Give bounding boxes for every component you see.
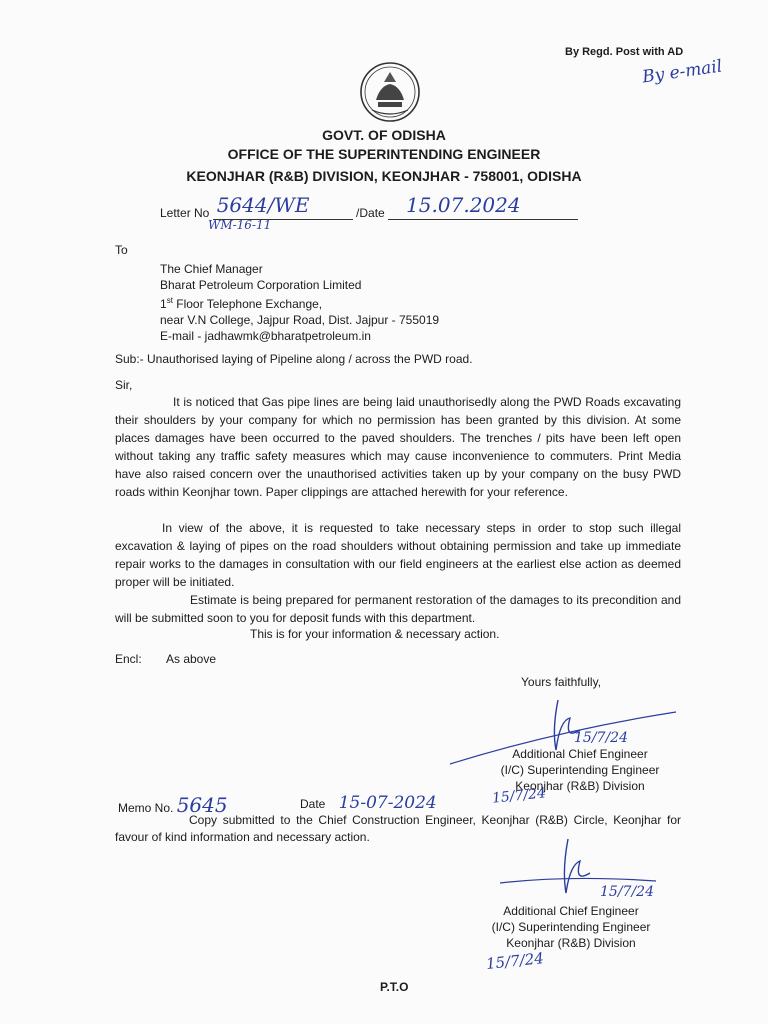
sig1-designation: Additional Chief Engineer (512, 747, 648, 761)
enclosure-label: Encl: (115, 652, 142, 666)
memo-copy-text: Copy submitted to the Chief Construction Engineer, Keonjhar (R&B) Circle, Keonjhar for favour of kind information and necessary action. (115, 813, 681, 844)
recipient-email: E-mail - jadhawmk@bharatpetroleum.in (160, 329, 371, 343)
body-paragraph-3: Estimate is being prepared for permanent restoration of the damages to its precondition and will be submitted soon to you for deposit funds with this department. (115, 593, 681, 625)
salutation: Sir, (115, 378, 133, 392)
dispatch-note: By Regd. Post with AD (565, 46, 684, 58)
memo-date-line (300, 793, 437, 813)
recipient-floor: 1st Floor Telephone Exchange, (160, 296, 323, 311)
sig2-division: Keonjhar (R&B) Division (506, 936, 636, 950)
page-turn-over: P.T.O (380, 980, 409, 994)
to-label: To (115, 243, 128, 257)
handwritten-email-note: By e-mail (640, 56, 724, 88)
recipient-locality: near V.N College, Jajpur Road, Dist. Jajpur - 755019 (160, 313, 440, 327)
sig1-role: (I/C) Superintending Engineer (500, 763, 660, 777)
recipient-company: Bharat Petroleum Corporation Limited (160, 278, 362, 292)
subject-line: Sub:- Unauthorised laying of Pipeline along / across the PWD road. (115, 352, 473, 366)
header-govt: GOVT. OF ODISHA (322, 127, 446, 143)
signature-2-initials: 15/7/24 (485, 949, 545, 973)
sig1-division: Keonjhar (R&B) Division (515, 779, 645, 793)
signature-2-date: 15/7/24 (600, 884, 654, 900)
header-office: OFFICE OF THE SUPERINTENDING ENGINEER (227, 146, 541, 162)
letter-no-value: 5644/WE (216, 193, 310, 217)
memo-value: 5645 (176, 793, 228, 817)
recipient-title: The Chief Manager (160, 262, 263, 276)
odisha-emblem-icon (358, 60, 422, 124)
signature-1-date: 15/7/24 (574, 730, 628, 746)
signature-1-block (480, 746, 680, 794)
memo-date-label: Date (300, 797, 326, 811)
sig2-designation: Additional Chief Engineer (503, 904, 639, 918)
letter-date-label: /Date (356, 206, 385, 220)
memo-label: Memo No. (118, 801, 174, 815)
signature-1-initials: 15/7/24 (491, 785, 547, 807)
closing: Yours faithfully, (521, 675, 602, 689)
header-division: KEONJHAR (R&B) DIVISION, KEONJHAR - 758001, ODISHA (186, 168, 582, 184)
info-line: This is for your information & necessary action. (250, 627, 500, 641)
letter-date-value: 15.07.2024 (406, 193, 521, 217)
memo-date-value: 15-07-2024 (338, 793, 437, 813)
letter-no-label: Letter No (160, 206, 210, 220)
recipient-address (160, 261, 439, 344)
signature-2-block (466, 903, 676, 951)
letter-ref-value: WM-16-11 (208, 218, 272, 232)
sig2-role: (I/C) Superintending Engineer (491, 920, 651, 934)
enclosure-value: As above (166, 652, 217, 666)
body-paragraph-2: In view of the above, it is requested to take necessary steps in order to stop such illegal excavation & laying of pipes on the road shoulders without obtaining permission and take up immediate repair works to the damages in consultation with our field engineers at the earliest else action as deemed proper will be initiated. (115, 521, 681, 589)
body-paragraph-1: It is noticed that Gas pipe lines are being laid unauthorisedly along the PWD Roads excavating their shoulders by your company for which no permission has been granted by this division. At some places damages have been occurred to the paved shoulders. The trenches / pits have been left open without taking any traffic safety measures which may cause inconvenience to commuters. Print Media have also raised concern over the unauthorised activities taken up by your company on the busy PWD roads within Keonjhar town. Paper clippings are attached herewith for your reference. (115, 395, 681, 499)
